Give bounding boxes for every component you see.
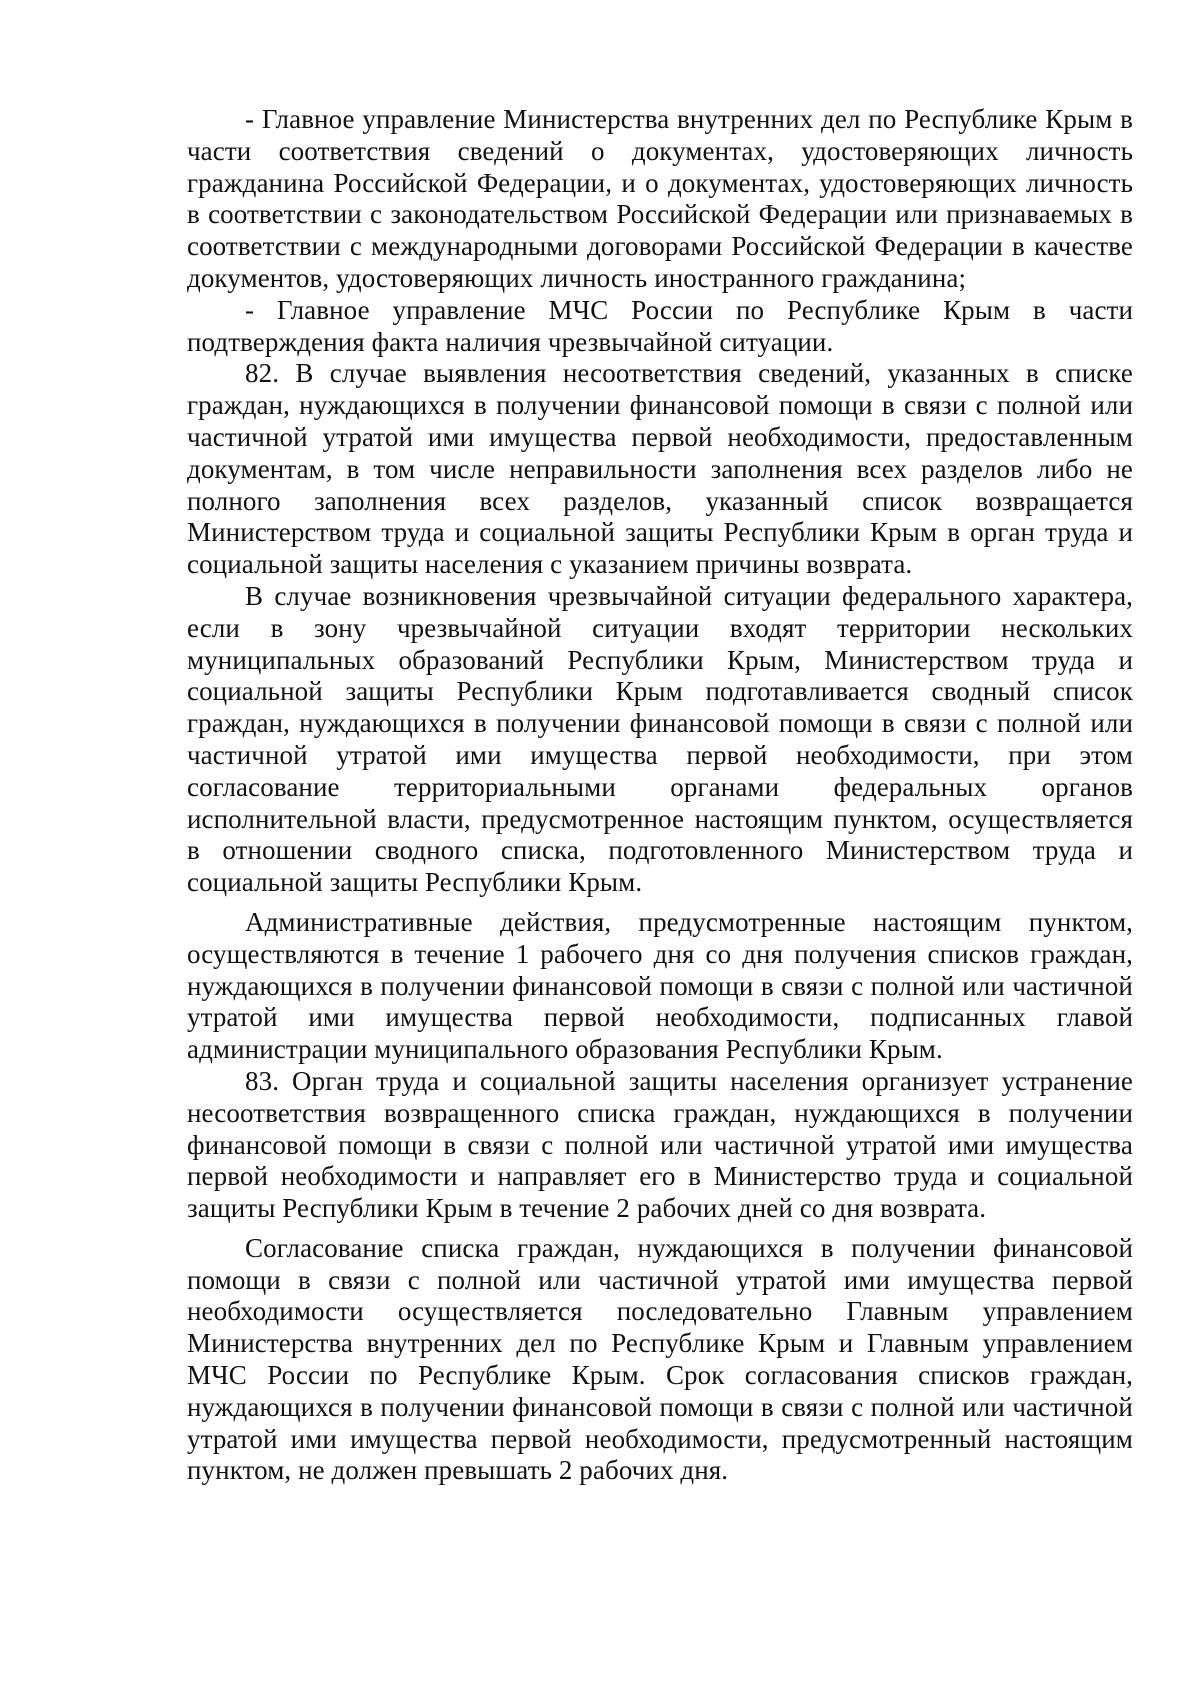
document-body bbox=[187, 104, 1133, 1487]
paragraph-mchs-item: - Главное управление МЧС России по Республике Крым в части подтверждения факта наличия чрезвычайной ситуации. bbox=[187, 294, 1133, 357]
paragraph-federal-emergency: В случае возникновения чрезвычайной ситуации федерального характера, если в зону чрезвычайной ситуации входят территории нескольких муниципальных образований Республики Крым, Министерством труда и социальной защиты Республики Крым подготавливается сводный список граждан, нуждающихся в получении финансовой помощи в связи с полной или частичной утратой ими имущества первой необходимости, при этом согласование территориальными органами федеральных органов исполнительной власти, предусмотренное настоящим пунктом, осуществляется в отношении сводного списка, подготовленного Министерством труда и социальной защиты Республики Крым. bbox=[187, 580, 1133, 898]
paragraph-mvd-item: - Главное управление Министерства внутренних дел по Республике Крым в части соответствия сведений о документах, удостоверяющих личность гражданина Российской Федерации, и о документах, удостоверяющих личность в соответствии с законодательством Российской Федерации или признаваемых в соответствии с международными договорами Российской Федерации в качестве документов, удостоверяющих личность иностранного гражданина; bbox=[187, 104, 1133, 293]
paragraph-administrative-actions: Административные действия, предусмотренные настоящим пунктом, осуществляются в течение 1 рабочего дня со дня получения списков граждан, нуждающихся в получении финансовой помощи в связи с полной или частичной утратой ими имущества первой необходимости, подписанных главой администрации муниципального образования Республики Крым. bbox=[187, 906, 1133, 1065]
paragraph-approval: Согласование списка граждан, нуждающихся в получении финансовой помощи в связи с полной или частичной утратой ими имущества первой необходимости осуществляется последовательно Главным управлением Министерства внутренних дел по Республике Крым и Главным управлением МЧС России по Республике Крым. Срок согласования списков граждан, нуждающихся в получении финансовой помощи в связи с полной или частичной утратой ими имущества первой необходимости, предусмотренный настоящим пунктом, не должен превышать 2 рабочих дня. bbox=[187, 1232, 1133, 1486]
paragraph-82: 82. В случае выявления несоответствия сведений, указанных в списке граждан, нуждающихся в получении финансовой помощи в связи с полной или частичной утратой ими имущества первой необходимости, предоставленным документам, в том числе неправильности заполнения всех разделов либо не полного заполнения всех разделов, указанный список возвращается Министерством труда и социальной защиты Республики Крым в орган труда и социальной защиты населения с указанием причины возврата. bbox=[187, 358, 1133, 580]
paragraph-83: 83. Орган труда и социальной защиты населения организует устранение несоответствия возвращенного списка граждан, нуждающихся в получении финансовой помощи в связи с полной или частичной утратой ими имущества первой необходимости и направляет его в Министерство труда и социальной защиты Республики Крым в течение 2 рабочих дней со дня возврата. bbox=[187, 1065, 1133, 1224]
